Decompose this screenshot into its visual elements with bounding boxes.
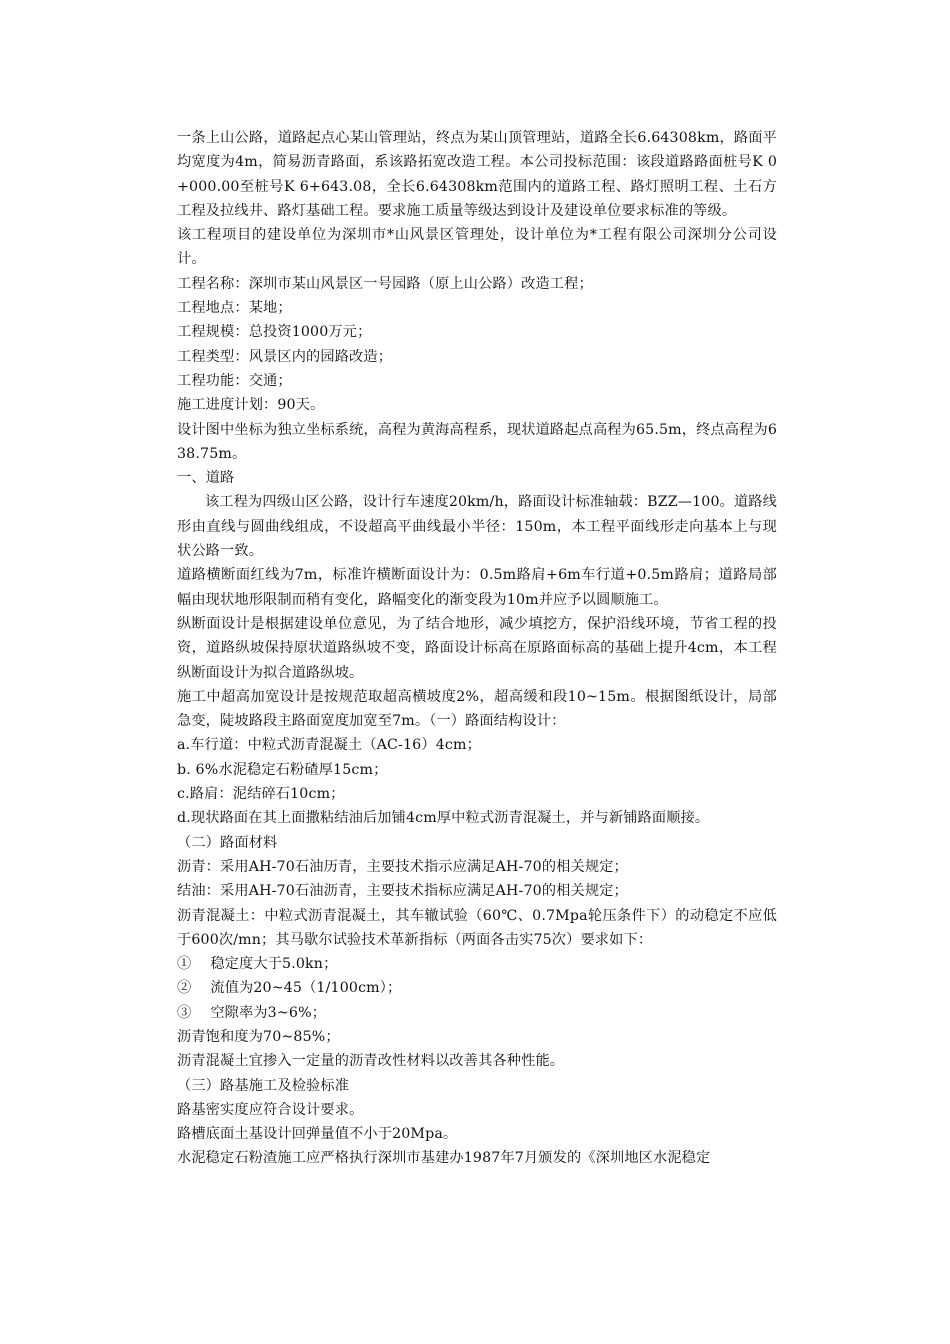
structure-item-d: d.现状路面在其上面撒粘结油后加铺4cm厚中粒式沥青混凝土，并与新铺路面顺接。: [177, 810, 710, 827]
project-location: 工程地点：某地；: [177, 300, 292, 317]
intro-paragraph: 一条上山公路，道路起点心某山管理站，终点为某山顶管理站，道路全长6.64308km，路面平均宽度为4m，简易沥青路面，系该路拓宽改造工程。本公司投标范围：该段道路路面桩号K 0+000.00至桩号K 6+643.08，全长6.64308km范围内的道路工程、路灯照明工程、土石方工程及拉线井、路灯基础工程。要求施工质量等级达到设计及建设单位要求标准的等级。: [177, 130, 777, 219]
cement-stabilized-paragraph: 水泥稳定石粉渣施工应严格执行深圳市基建办1987年7月颁发的《深圳地区水泥稳定: [177, 1150, 711, 1167]
requirement-item-1: ① 稳定度大于5.0kn；: [177, 956, 338, 973]
modulus-paragraph: 路槽底面土基设计回弹量值不小于20Mpa。: [177, 1126, 458, 1143]
superelevation-paragraph: 施工中超高加宽设计是按规范取超高横坡度2%，超高缓和段10~15m。根据图纸设计，局部急变，陡坡路段主路面宽度加宽至7m。（一）路面结构设计：: [177, 688, 777, 730]
cross-section-paragraph: 道路横断面红线为7m，标准许横断面设计为：0.5m路肩+6m车行道+0.5m路肩；道路局部幅由现状地形限制而稍有变化，路幅变化的渐变段为10m并应予以圆顺施工。: [177, 567, 777, 608]
document-page: [177, 126, 777, 1171]
structure-item-a: a.车行道：中粒式沥青混凝土（AC-16）4cm；: [177, 737, 481, 754]
project-type: 工程类型：风景区内的园路改造；: [177, 348, 393, 365]
structure-item-c: c.路肩：泥结碎石10cm；: [177, 786, 345, 803]
longitudinal-paragraph: 纵断面设计是根据建设单位意见，为了结合地形，减少填挖方，保护沿线环境，节省工程的投资，道路纵坡保持原状道路纵坡不变，路面设计标高在原路面标高的基础上提升4cm，本工程纵断面设计为拟合道路纵坡。: [177, 615, 777, 681]
binder-oil-paragraph: 结油：采用AH-70石油沥青，主要技术指标应满足AH-70的相关规定；: [177, 883, 628, 900]
requirement-item-3: ③ 空隙率为3~6%；: [177, 1004, 327, 1021]
project-function: 工程功能：交通；: [177, 372, 292, 389]
section-heading-subgrade: （三）路基施工及检验标准: [177, 1077, 350, 1094]
structure-item-b: b. 6%水泥稳定石粉碴厚15cm；: [177, 761, 388, 778]
requirement-item-2: ② 流值为20~45（1/100cm）；: [177, 980, 402, 997]
project-scale: 工程规模：总投资1000万元；: [177, 324, 372, 341]
asphalt-concrete-paragraph: 沥青混凝土：中粒式沥青混凝土，其车辙试验（60℃、0.7Mpa轮压条件下）的动稳定不应低于600次/mn；其马歇尔试验技术革新指标（两面各击实75次）要求如下：: [177, 907, 777, 948]
owner-paragraph: 该工程项目的建设单位为深圳市*山风景区管理处，设计单位为*工程有限公司深圳分公司设计。: [177, 227, 777, 268]
modifier-paragraph: 沥青混凝土宜掺入一定量的沥青改性材料以改善其各种性能。: [177, 1053, 565, 1070]
compaction-paragraph: 路基密实度应符合设计要求。: [177, 1101, 364, 1118]
saturation-paragraph: 沥青饱和度为70~85%；: [177, 1028, 340, 1045]
schedule-plan: 施工进度计划：90天。: [177, 397, 325, 414]
section-heading-materials: （二）路面材料: [177, 834, 278, 851]
road-grade-paragraph: 该工程为四级山区公路，设计行车速度20km/h，路面设计标准轴载：BZZ—100。道路线形由直线与圆曲线组成，不设超高平曲线最小半径：150m，本工程平面线形走向基本上与现状公路一致。: [177, 494, 777, 560]
project-name: 工程名称：深圳市某山风景区一号园路（原上山公路）改造工程；: [177, 275, 593, 292]
coordinate-paragraph: 设计图中坐标为独立坐标系统，高程为黄海高程系，现状道路起点高程为65.5m，终点高程为638.75m。: [177, 421, 777, 462]
asphalt-paragraph: 沥青：采用AH-70石油历青，主要技术指示应满足AH-70的相关规定；: [177, 858, 628, 875]
section-heading-road: 一、道路: [177, 470, 235, 487]
